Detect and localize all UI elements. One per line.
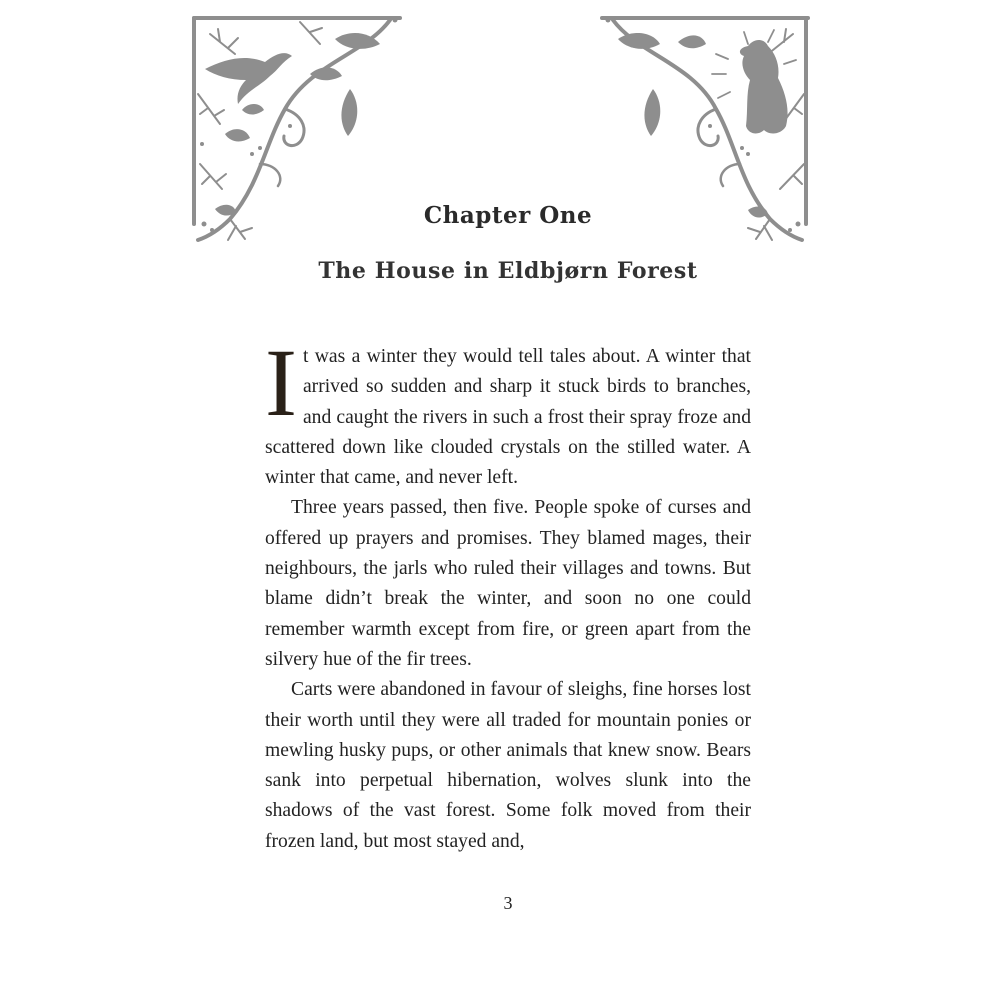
- chapter-subtitle: The House in Eldbjørn Forest: [318, 258, 698, 284]
- paragraph-text: t was a winter they would tell tales about. A winter that arrived so sudden and sharp it stuck birds to branches, and caught the rivers in such a frost their spray froze and scattered down like clouded crystals on the stilled water. A winter that came, and never left.: [265, 346, 751, 489]
- chapter-title: Chapter One: [423, 202, 593, 229]
- paragraph: Three years passed, then five. People spoke of curses and offered up prayers and promises. They blamed mages, their neighbours, the jarls who ruled their villages and towns. But blame didn’t break the winter, and soon no one could remember warmth except from fire, or green apart from the silvery hue of the fir trees.: [265, 497, 751, 670]
- page-number: 3: [503, 893, 513, 913]
- drop-cap: I: [265, 329, 297, 436]
- paragraph: Carts were abandoned in favour of sleighs, fine horses lost their worth until they were all traded for mountain ponies or mewling husky pups, or other animals that knew snow. Bears sank into perpetual hibernation, wolves slunk into the shadows of the vast forest. Some folk moved from their frozen land, but most stayed and,: [265, 679, 751, 852]
- body-text: [265, 329, 751, 857]
- paragraph: [265, 329, 751, 493]
